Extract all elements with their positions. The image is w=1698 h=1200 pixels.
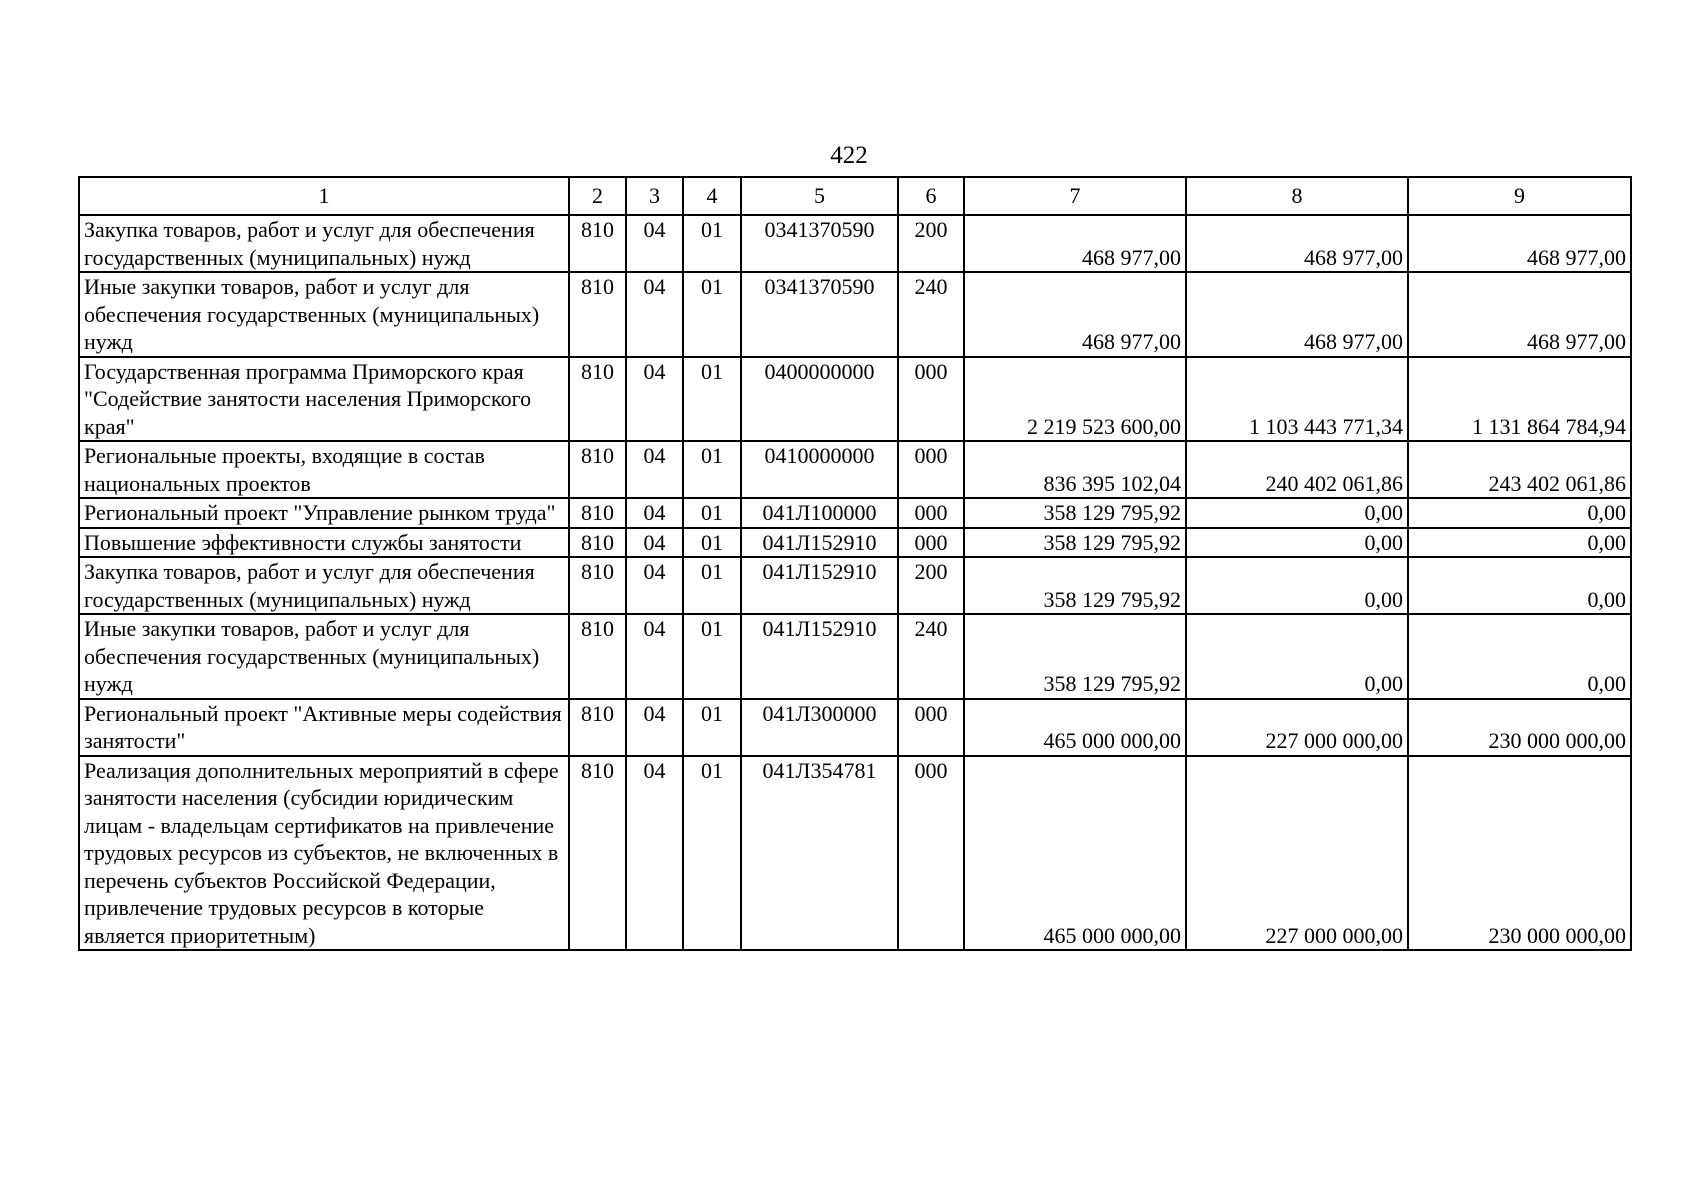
amount-col7-cell: 468 977,00 bbox=[964, 272, 1186, 357]
amount-col8-cell: 0,00 bbox=[1186, 498, 1408, 528]
target-article-cell: 041Л300000 bbox=[741, 699, 898, 756]
amount-col7-cell: 358 129 795,92 bbox=[964, 498, 1186, 528]
chapter-code-cell: 04 bbox=[626, 756, 683, 951]
chapter-code-cell: 04 bbox=[626, 498, 683, 528]
header-cell: 4 bbox=[683, 177, 741, 215]
expense-type-cell: 240 bbox=[898, 614, 964, 699]
row-name-cell: Повышение эффективности службы занятости bbox=[79, 528, 569, 558]
table-row bbox=[79, 557, 1631, 614]
row-name-cell: Иные закупки товаров, работ и услуг для обеспечения государственных (муниципальных) нужд bbox=[79, 614, 569, 699]
table-row bbox=[79, 756, 1631, 951]
section-code-cell: 810 bbox=[569, 215, 626, 272]
expense-type-cell: 200 bbox=[898, 557, 964, 614]
row-name-cell: Государственная программа Приморского края "Содействие занятости населения Приморского края" bbox=[79, 357, 569, 442]
amount-col7-cell: 468 977,00 bbox=[964, 215, 1186, 272]
chapter-code-cell: 04 bbox=[626, 528, 683, 558]
subsection-code-cell: 01 bbox=[683, 215, 741, 272]
row-name-cell: Региональный проект "Управление рынком труда" bbox=[79, 498, 569, 528]
amount-col7-cell: 2 219 523 600,00 bbox=[964, 357, 1186, 442]
subsection-code-cell: 01 bbox=[683, 614, 741, 699]
table-row bbox=[79, 215, 1631, 272]
page-number: 422 bbox=[830, 142, 868, 169]
section-code-cell: 810 bbox=[569, 699, 626, 756]
target-article-cell: 041Л100000 bbox=[741, 498, 898, 528]
amount-col9-cell: 243 402 061,86 bbox=[1408, 441, 1631, 498]
chapter-code-cell: 04 bbox=[626, 614, 683, 699]
expense-type-cell: 000 bbox=[898, 441, 964, 498]
expense-type-cell: 000 bbox=[898, 756, 964, 951]
header-cell: 2 bbox=[569, 177, 626, 215]
header-cell: 8 bbox=[1186, 177, 1408, 215]
target-article-cell: 0341370590 bbox=[741, 272, 898, 357]
chapter-code-cell: 04 bbox=[626, 272, 683, 357]
section-code-cell: 810 bbox=[569, 756, 626, 951]
table-row bbox=[79, 272, 1631, 357]
subsection-code-cell: 01 bbox=[683, 557, 741, 614]
row-name-cell: Закупка товаров, работ и услуг для обеспечения государственных (муниципальных) нужд bbox=[79, 557, 569, 614]
amount-col7-cell: 358 129 795,92 bbox=[964, 614, 1186, 699]
chapter-code-cell: 04 bbox=[626, 357, 683, 442]
section-code-cell: 810 bbox=[569, 557, 626, 614]
target-article-cell: 0410000000 bbox=[741, 441, 898, 498]
header-cell: 7 bbox=[964, 177, 1186, 215]
amount-col9-cell: 1 131 864 784,94 bbox=[1408, 357, 1631, 442]
chapter-code-cell: 04 bbox=[626, 557, 683, 614]
amount-col9-cell: 0,00 bbox=[1408, 528, 1631, 558]
amount-col8-cell: 0,00 bbox=[1186, 528, 1408, 558]
table-row bbox=[79, 699, 1631, 756]
subsection-code-cell: 01 bbox=[683, 699, 741, 756]
subsection-code-cell: 01 bbox=[683, 756, 741, 951]
target-article-cell: 041Л152910 bbox=[741, 528, 898, 558]
target-article-cell: 0400000000 bbox=[741, 357, 898, 442]
subsection-code-cell: 01 bbox=[683, 528, 741, 558]
amount-col9-cell: 230 000 000,00 bbox=[1408, 699, 1631, 756]
amount-col9-cell: 0,00 bbox=[1408, 557, 1631, 614]
table-row bbox=[79, 357, 1631, 442]
row-name-cell: Региональные проекты, входящие в состав национальных проектов bbox=[79, 441, 569, 498]
section-code-cell: 810 bbox=[569, 272, 626, 357]
expense-type-cell: 000 bbox=[898, 699, 964, 756]
amount-col9-cell: 468 977,00 bbox=[1408, 215, 1631, 272]
table-row bbox=[79, 441, 1631, 498]
header-cell: 6 bbox=[898, 177, 964, 215]
amount-col7-cell: 465 000 000,00 bbox=[964, 756, 1186, 951]
expense-type-cell: 200 bbox=[898, 215, 964, 272]
amount-col7-cell: 358 129 795,92 bbox=[964, 557, 1186, 614]
header-cell: 5 bbox=[741, 177, 898, 215]
amount-col9-cell: 0,00 bbox=[1408, 614, 1631, 699]
header-cell: 9 bbox=[1408, 177, 1631, 215]
amount-col8-cell: 468 977,00 bbox=[1186, 215, 1408, 272]
amount-col8-cell: 468 977,00 bbox=[1186, 272, 1408, 357]
row-name-cell: Региональный проект "Активные меры содействия занятости" bbox=[79, 699, 569, 756]
header-row bbox=[79, 177, 1631, 215]
section-code-cell: 810 bbox=[569, 357, 626, 442]
section-code-cell: 810 bbox=[569, 441, 626, 498]
amount-col8-cell: 227 000 000,00 bbox=[1186, 699, 1408, 756]
chapter-code-cell: 04 bbox=[626, 215, 683, 272]
amount-col8-cell: 227 000 000,00 bbox=[1186, 756, 1408, 951]
table-row bbox=[79, 528, 1631, 558]
amount-col7-cell: 465 000 000,00 bbox=[964, 699, 1186, 756]
header-cell: 1 bbox=[79, 177, 569, 215]
expense-type-cell: 000 bbox=[898, 498, 964, 528]
amount-col9-cell: 230 000 000,00 bbox=[1408, 756, 1631, 951]
amount-col8-cell: 0,00 bbox=[1186, 557, 1408, 614]
budget-table bbox=[78, 176, 1632, 951]
row-name-cell: Иные закупки товаров, работ и услуг для обеспечения государственных (муниципальных) нужд bbox=[79, 272, 569, 357]
amount-col9-cell: 468 977,00 bbox=[1408, 272, 1631, 357]
table-row bbox=[79, 498, 1631, 528]
expense-type-cell: 000 bbox=[898, 528, 964, 558]
amount-col8-cell: 240 402 061,86 bbox=[1186, 441, 1408, 498]
subsection-code-cell: 01 bbox=[683, 441, 741, 498]
amount-col8-cell: 1 103 443 771,34 bbox=[1186, 357, 1408, 442]
amount-col7-cell: 836 395 102,04 bbox=[964, 441, 1186, 498]
subsection-code-cell: 01 bbox=[683, 357, 741, 442]
chapter-code-cell: 04 bbox=[626, 699, 683, 756]
amount-col8-cell: 0,00 bbox=[1186, 614, 1408, 699]
expense-type-cell: 000 bbox=[898, 357, 964, 442]
header-cell: 3 bbox=[626, 177, 683, 215]
subsection-code-cell: 01 bbox=[683, 498, 741, 528]
section-code-cell: 810 bbox=[569, 498, 626, 528]
target-article-cell: 041Л152910 bbox=[741, 614, 898, 699]
section-code-cell: 810 bbox=[569, 528, 626, 558]
expense-type-cell: 240 bbox=[898, 272, 964, 357]
amount-col9-cell: 0,00 bbox=[1408, 498, 1631, 528]
target-article-cell: 041Л354781 bbox=[741, 756, 898, 951]
subsection-code-cell: 01 bbox=[683, 272, 741, 357]
section-code-cell: 810 bbox=[569, 614, 626, 699]
chapter-code-cell: 04 bbox=[626, 441, 683, 498]
row-name-cell: Реализация дополнительных мероприятий в сфере занятости населения (субсидии юридическим лицам - владельцам сертификатов на привлечение трудовых ресурсов из субъектов, не включенных в перечень субъектов Российской Федерации, привлечение трудовых ресурсов в которые является приоритетным) bbox=[79, 756, 569, 951]
amount-col7-cell: 358 129 795,92 bbox=[964, 528, 1186, 558]
table-row bbox=[79, 614, 1631, 699]
target-article-cell: 041Л152910 bbox=[741, 557, 898, 614]
target-article-cell: 0341370590 bbox=[741, 215, 898, 272]
row-name-cell: Закупка товаров, работ и услуг для обеспечения государственных (муниципальных) нужд bbox=[79, 215, 569, 272]
